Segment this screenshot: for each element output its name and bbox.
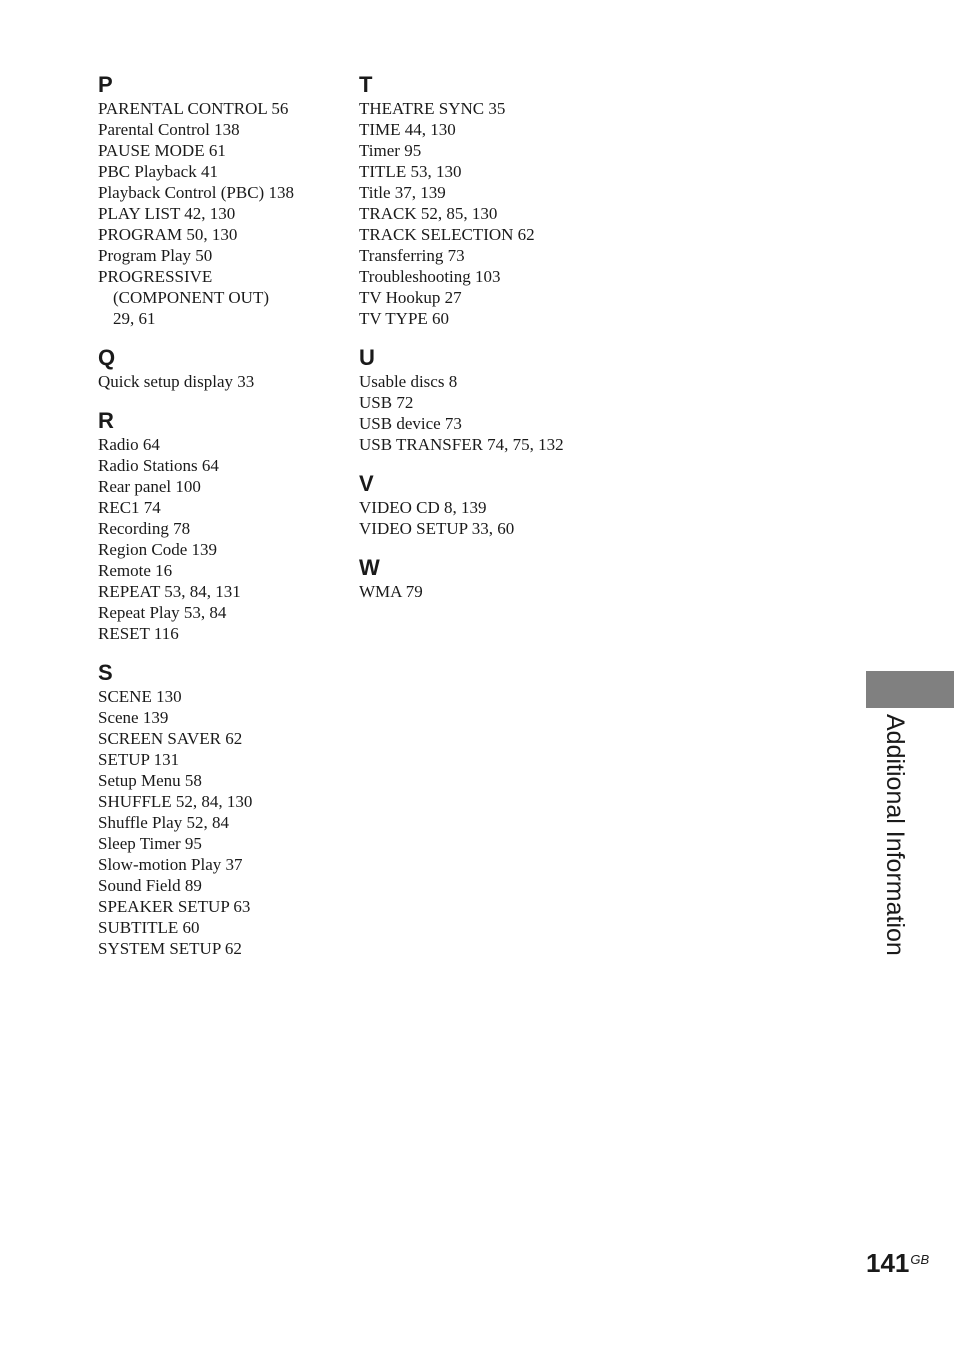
index-entry-text: USB device 73 — [359, 414, 462, 433]
index-letter-heading: P — [98, 72, 113, 97]
index-entry-text: Quick setup display 33 — [98, 372, 255, 391]
index-entry-text: Remote 16 — [98, 561, 173, 580]
index-entry — [359, 245, 619, 266]
index-entry-text: SETUP 131 — [98, 750, 180, 769]
index-entry-text: PBC Playback 41 — [98, 162, 218, 181]
index-entry — [98, 917, 348, 938]
index-entry-list — [98, 434, 348, 644]
index-entry-text: TRACK 52, 85, 130 — [359, 204, 498, 223]
index-entry — [98, 602, 348, 623]
index-column-right — [359, 72, 619, 618]
index-entry-text: Setup Menu 58 — [98, 771, 202, 790]
index-entry-text: Radio Stations 64 — [98, 456, 219, 475]
index-entry — [359, 140, 619, 161]
index-entry-text: SPEAKER SETUP 63 — [98, 897, 251, 916]
index-entry-text: PROGRAM 50, 130 — [98, 225, 238, 244]
index-entry — [98, 119, 348, 140]
index-entry-text: Parental Control 138 — [98, 120, 240, 139]
index-entry — [359, 287, 619, 308]
index-entry — [98, 707, 348, 728]
index-letter-heading: W — [359, 555, 380, 580]
index-entry — [98, 182, 348, 203]
index-entry-text: USB 72 — [359, 393, 414, 412]
index-entry-text: SHUFFLE 52, 84, 130 — [98, 792, 253, 811]
index-entry — [359, 518, 619, 539]
index-letter-heading: T — [359, 72, 373, 97]
index-entry-text: REPEAT 53, 84, 131 — [98, 582, 241, 601]
index-entry — [98, 161, 348, 182]
index-section-w — [359, 555, 619, 602]
index-entry-text: SUBTITLE 60 — [98, 918, 200, 937]
index-entry-text: Playback Control (PBC) 138 — [98, 183, 294, 202]
index-section-t — [359, 72, 619, 329]
index-entry — [359, 581, 619, 602]
index-entry-list — [359, 371, 619, 455]
index-entry-text: Timer 95 — [359, 141, 422, 160]
index-entry — [359, 497, 619, 518]
index-letter-heading: U — [359, 345, 375, 370]
index-entry-list — [98, 98, 348, 329]
index-entry — [359, 161, 619, 182]
index-entry — [98, 434, 348, 455]
index-entry — [98, 560, 348, 581]
index-entry — [359, 308, 619, 329]
section-tab-marker — [866, 671, 954, 708]
index-entry-list — [98, 686, 348, 959]
index-entry — [98, 938, 348, 959]
index-entry — [98, 791, 348, 812]
index-column-left — [98, 72, 348, 975]
index-entry — [359, 182, 619, 203]
index-section-r — [98, 408, 348, 644]
index-entry-text: REC1 74 — [98, 498, 161, 517]
index-entry-text: Recording 78 — [98, 519, 191, 538]
index-entry — [359, 98, 619, 119]
index-entry-text: Transferring 73 — [359, 246, 465, 265]
index-entry-list — [359, 497, 619, 539]
index-section-v — [359, 471, 619, 539]
index-entry — [98, 371, 348, 392]
index-entry — [359, 266, 619, 287]
index-entry — [98, 497, 348, 518]
index-entry-text: Repeat Play 53, 84 — [98, 603, 227, 622]
index-entry — [98, 833, 348, 854]
index-entry-text: Shuffle Play 52, 84 — [98, 813, 229, 832]
index-letter-heading: S — [98, 660, 113, 685]
index-entry-text: Sleep Timer 95 — [98, 834, 202, 853]
index-letter-heading: Q — [98, 345, 116, 370]
index-entry-text: USB TRANSFER 74, 75, 132 — [359, 435, 564, 454]
index-entry-text: Radio 64 — [98, 435, 160, 454]
index-entry-text: SCREEN SAVER 62 — [98, 729, 243, 748]
index-entry — [98, 455, 348, 476]
index-entry-text: TITLE 53, 130 — [359, 162, 462, 181]
index-entry — [98, 728, 348, 749]
index-section-u — [359, 345, 619, 455]
index-entry — [98, 98, 348, 119]
index-entry — [359, 392, 619, 413]
index-entry-text: Region Code 139 — [98, 540, 217, 559]
index-entry-text: TV Hookup 27 — [359, 288, 462, 307]
index-entry — [359, 224, 619, 245]
index-entry-text: TRACK SELECTION 62 — [359, 225, 535, 244]
index-entry-text: Usable discs 8 — [359, 372, 458, 391]
index-entry-text: TIME 44, 130 — [359, 120, 456, 139]
index-entry-text: THEATRE SYNC 35 — [359, 99, 506, 118]
index-entry — [359, 119, 619, 140]
index-entry-text: TV TYPE 60 — [359, 309, 450, 328]
index-section-s — [98, 660, 348, 959]
index-entry-text: SCENE 130 — [98, 687, 182, 706]
index-entry-text: RESET 116 — [98, 624, 179, 643]
index-entry-text: Scene 139 — [98, 708, 169, 727]
index-entry — [98, 539, 348, 560]
index-entry — [98, 686, 348, 707]
index-entry — [98, 581, 348, 602]
index-entry — [98, 224, 348, 245]
index-entry — [98, 770, 348, 791]
index-entry — [98, 623, 348, 644]
index-entry-text: WMA 79 — [359, 582, 423, 601]
index-entry — [359, 434, 619, 455]
index-entry-list — [359, 98, 619, 329]
index-entry — [98, 854, 348, 875]
index-entry-text: SYSTEM SETUP 62 — [98, 939, 242, 958]
index-entry — [359, 413, 619, 434]
index-entry-text: VIDEO SETUP 33, 60 — [359, 519, 515, 538]
index-entry-text: Troubleshooting 103 — [359, 267, 501, 286]
page-number — [866, 1248, 929, 1279]
index-entry-text: Title 37, 139 — [359, 183, 446, 202]
index-entry-text: VIDEO CD 8, 139 — [359, 498, 487, 517]
index-entry — [98, 203, 348, 224]
index-entry — [98, 245, 348, 266]
index-entry — [98, 476, 348, 497]
index-entry — [359, 371, 619, 392]
index-entry-text: Rear panel 100 — [98, 477, 201, 496]
page-number-suffix: GB — [910, 1252, 930, 1267]
index-section-p — [98, 72, 348, 329]
index-entry-text: PLAY LIST 42, 130 — [98, 204, 236, 223]
index-entry-text: PARENTAL CONTROL 56 — [98, 99, 289, 118]
index-entry-text: Program Play 50 — [98, 246, 213, 265]
index-entry — [98, 896, 348, 917]
index-entry — [98, 266, 348, 329]
index-section-q — [98, 345, 348, 392]
section-tab-label: Additional Information — [881, 714, 909, 956]
index-letter-heading: V — [359, 471, 374, 496]
index-entry-text: PAUSE MODE 61 — [98, 141, 226, 160]
index-entry-text: PROGRESSIVE — [98, 267, 213, 286]
index-letter-heading: R — [98, 408, 114, 433]
index-entry-text: Sound Field 89 — [98, 876, 202, 895]
index-entry-list — [359, 581, 619, 602]
index-entry — [98, 875, 348, 896]
index-entry — [98, 518, 348, 539]
index-entry — [98, 812, 348, 833]
index-entry — [98, 140, 348, 161]
index-entry — [98, 749, 348, 770]
index-entry — [359, 203, 619, 224]
index-entry-text: Slow-motion Play 37 — [98, 855, 243, 874]
index-entry-list — [98, 371, 348, 392]
page-number-value: 141 — [866, 1248, 910, 1278]
index-entry-continuation: (COMPONENT OUT) — [113, 288, 269, 307]
index-entry-continuation: 29, 61 — [113, 309, 156, 328]
